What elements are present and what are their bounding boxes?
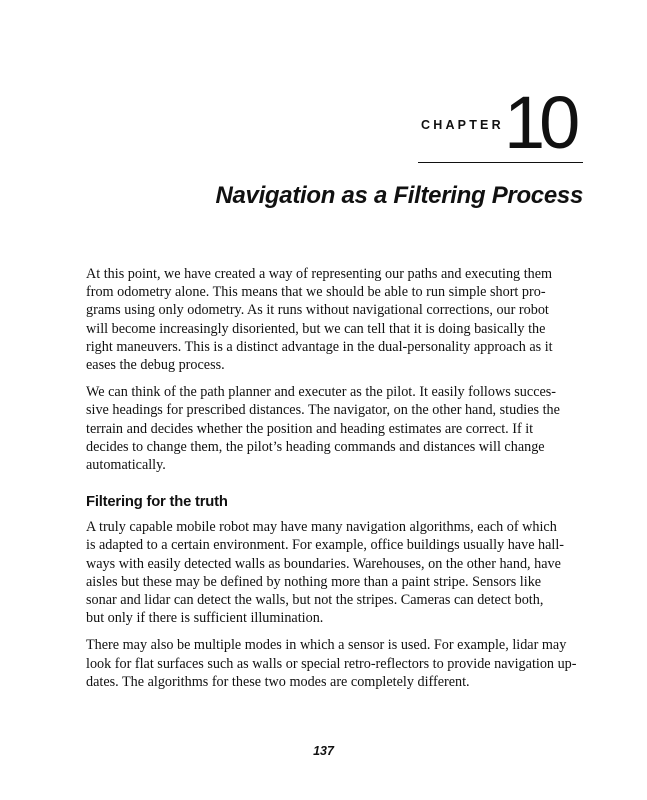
chapter-number: 10 bbox=[504, 81, 575, 164]
text-line: from odometry alone. This means that we should be able to run simple short pro- bbox=[86, 284, 546, 301]
text-line: dates. The algorithms for these two modes are completely different. bbox=[86, 673, 470, 690]
text-line: right maneuvers. This is a distinct advantage in the dual-personality approach as it bbox=[86, 338, 553, 355]
paragraph-1 bbox=[86, 265, 582, 374]
paragraph-4 bbox=[86, 636, 582, 691]
text-line: At this point, we have created a way of representing our paths and executing them bbox=[86, 266, 553, 282]
paragraph-2 bbox=[86, 383, 582, 474]
chapter-title: Navigation as a Filtering Process bbox=[215, 182, 583, 209]
text-line: aisles but these may be defined by nothing more than a paint stripe. Sensors like bbox=[86, 573, 542, 590]
body-text bbox=[86, 265, 582, 700]
text-line: eases the debug process. bbox=[86, 357, 225, 374]
text-line: ways with easily detected walls as boundaries. Warehouses, on the other hand, have bbox=[86, 555, 561, 572]
text-line: will become increasingly disoriented, but we can tell that it is doing basically the bbox=[86, 320, 546, 337]
chapter-header bbox=[418, 81, 583, 164]
paragraph-3 bbox=[86, 518, 582, 627]
text-line: We can think of the path planner and executer as the pilot. It easily follows succes- bbox=[86, 384, 557, 401]
text-line: decides to change them, the pilot’s heading commands and distances will change bbox=[86, 438, 545, 455]
text-line: look for flat surfaces such as walls or special retro-reflectors to provide navigation up- bbox=[86, 655, 577, 672]
text-line: is adapted to a certain environment. For example, office buildings usually have hall- bbox=[86, 537, 565, 554]
text-line: sonar and lidar can detect the walls, but not the stripes. Cameras can detect both, bbox=[86, 592, 544, 609]
text-line: grams using only odometry. As it runs without navigational corrections, our robot bbox=[86, 302, 549, 319]
text-line: A truly capable mobile robot may have many navigation algorithms, each of which bbox=[86, 519, 557, 536]
text-line: sive headings for prescribed distances. The navigator, on the other hand, studies the bbox=[86, 402, 560, 419]
text-line: but only if there is sufficient illumination. bbox=[86, 610, 324, 627]
page-number: 137 bbox=[313, 744, 334, 758]
text-line: automatically. bbox=[86, 457, 166, 474]
chapter-label: CHAPTER bbox=[421, 118, 504, 132]
text-line: terrain and decides whether the position and heading estimates are correct. If it bbox=[86, 420, 534, 437]
chapter-rule bbox=[418, 162, 583, 163]
section-heading: Filtering for the truth bbox=[86, 494, 228, 511]
text-line: There may also be multiple modes in which a sensor is used. For example, lidar may bbox=[86, 637, 567, 654]
